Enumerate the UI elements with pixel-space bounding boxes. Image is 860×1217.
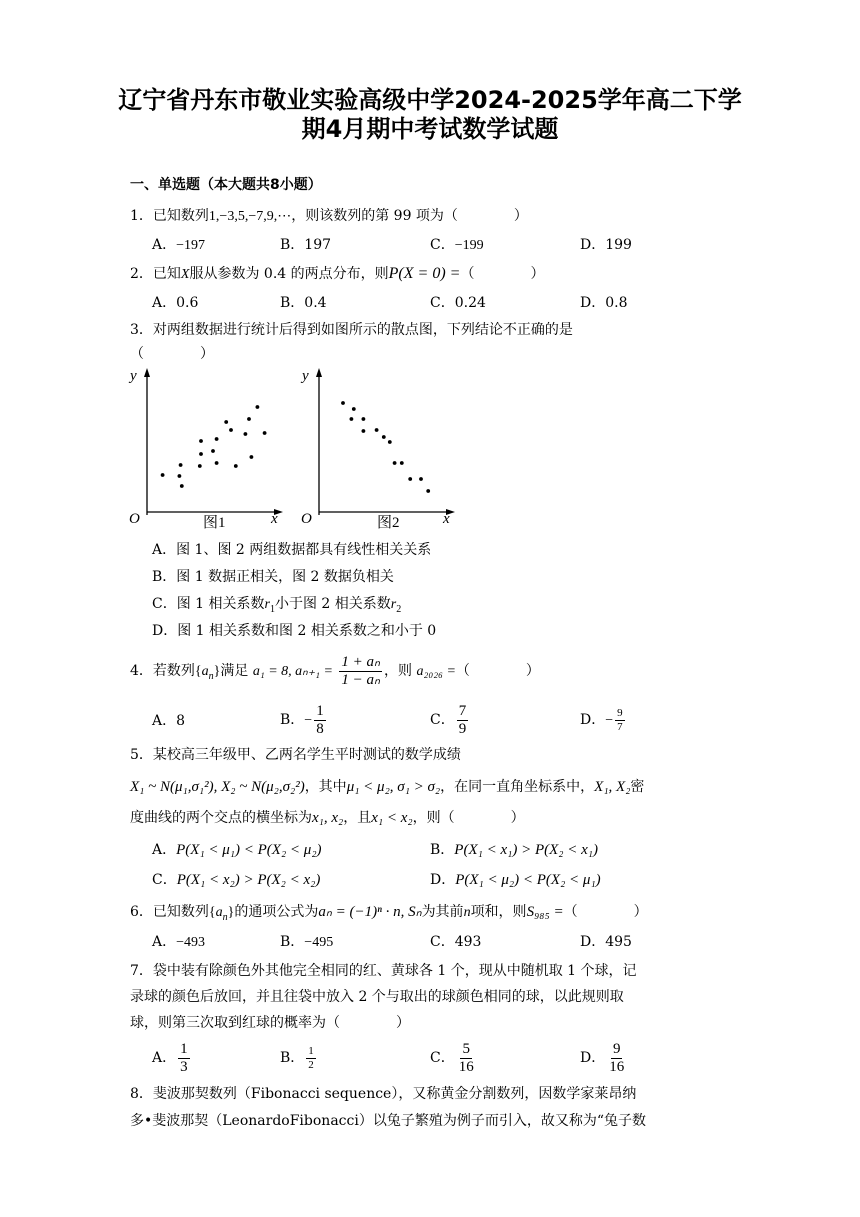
q5-stem-line2: X₁ ~ N(μ₁,σ₁²), X₂ ~ N(μ₂,σ₂²)，其中μ₁ < μ₂, σ₁ > σ₂，在同一直角坐标系中，X₁, X₂密 <box>130 779 645 795</box>
fig2-y-axis-label: y <box>302 368 309 384</box>
q4-fraction: $\frac{\text{1 + aₙ}}{\text{1 − aₙ}}$ <box>341 653 381 688</box>
scatter-point <box>199 452 203 456</box>
q5-option-d[interactable]: D．P(X₁ < μ₂) < P(X₂ < μ₁) <box>430 872 601 888</box>
q4-option-b[interactable]: B．− $\frac{1}{8}$ <box>280 702 324 737</box>
q3-stem-line1: 3．对两组数据进行统计后得到如图所示的散点图，下列结论不正确的是 <box>130 322 573 338</box>
q3-option-a[interactable]: A．图 1、图 2 两组数据都具有线性相关关系 <box>152 542 432 558</box>
scatter-point <box>341 401 345 405</box>
scatter-point <box>179 463 183 467</box>
q7-option-a[interactable]: A． $\frac{1}{3}$ <box>152 1040 188 1075</box>
scatter-point <box>178 474 182 478</box>
q7-option-c[interactable]: C． $\frac{5}{16}$ <box>430 1040 474 1075</box>
q5-stem-line3: 度曲线的两个交点的横坐标为x₁, x₂，且x₁ < x₂，则（ ） <box>130 810 525 826</box>
scatter-point <box>362 429 366 433</box>
fig1-x-axis-label: x <box>271 511 278 527</box>
q1-option-d[interactable]: D．199 <box>580 237 632 253</box>
q6-option-a[interactable]: A．−493 <box>152 934 206 950</box>
q4-option-d[interactable]: D．− $\frac{9}{7}$ <box>580 706 623 733</box>
doc-title-line1: 辽宁省丹东市敬业实验高级中学2024-2025学年高二下学 <box>118 86 742 114</box>
scatter-point <box>247 417 251 421</box>
scatter-point <box>250 455 254 459</box>
fig2-caption: 图2 <box>377 515 400 531</box>
q6-option-d[interactable]: D．495 <box>580 934 632 950</box>
scatter-point <box>256 405 260 409</box>
scatter-point <box>362 417 366 421</box>
scatter-point <box>161 473 165 477</box>
q7-stem-line1: 7．袋中装有除颜色外其他完全相同的红、黄球各 1 个，现从中随机取 1 个球，记 <box>130 963 637 979</box>
q1-sequence: 1,−3,5,−7,9,⋯ <box>208 209 292 224</box>
q7-stem-line2: 录球的颜色后放回，并且往袋中放入 2 个与取出的球颜色相同的球，以此规则取 <box>130 989 624 1005</box>
scatter-point <box>408 477 412 481</box>
scatter-point <box>263 431 267 435</box>
scatter-point <box>393 461 397 465</box>
q1-option-c[interactable]: C．−199 <box>430 237 484 253</box>
q2-option-b[interactable]: B．0.4 <box>280 295 327 311</box>
q8-stem-line2: 多•斐波那契（LeonardoFibonacci）以兔子繁殖为例子而引入，故又称为“兔子数 <box>130 1113 646 1129</box>
scatter-point <box>215 461 219 465</box>
q5-stem-line1: 5．某校高三年级甲、乙两名学生平时测试的数学成绩 <box>130 747 461 763</box>
scatter-point <box>199 439 203 443</box>
q6-stem: 6．已知数列$\{a_n\}$的通项公式为aₙ = (−1)ⁿ · n, Sₙ为其前n项和，则S₉₈₅ =（ ） <box>130 904 648 923</box>
scatter-point <box>375 428 379 432</box>
q3-stem-line2: （ ） <box>130 346 214 362</box>
q3-option-c[interactable]: C．图 1 相关系数$r_1$小于图 2 相关系数$r_2$ <box>152 596 402 615</box>
q1-option-a[interactable]: A．−197 <box>152 237 206 253</box>
scatter-point <box>400 461 404 465</box>
q3-option-b[interactable]: B．图 1 数据正相关，图 2 数据负相关 <box>152 569 394 585</box>
scatter-point <box>244 432 248 436</box>
q2-option-d[interactable]: D．0.8 <box>580 295 628 311</box>
q1-option-b[interactable]: B．197 <box>280 237 332 253</box>
q2-option-c[interactable]: C．0.24 <box>430 295 486 311</box>
q5-option-b[interactable]: B．P(X₁ < x₁) > P(X₂ < x₁) <box>430 842 598 858</box>
q7-option-b[interactable]: B． $\frac{1}{2}$ <box>280 1044 314 1071</box>
scatter-point <box>229 428 233 432</box>
fig2-x-axis-label: x <box>443 511 450 527</box>
scatter-point <box>224 420 228 424</box>
scatter-point <box>198 464 202 468</box>
q8-stem-line1: 8．斐波那契数列（Fibonacci sequence），又称黄金分割数列，因数学家莱昂纳 <box>130 1086 637 1102</box>
q5-option-a[interactable]: A．P(X₁ < μ₁) < P(X₂ < μ₂) <box>152 842 322 858</box>
doc-title-line2: 期4月期中考试数学试题 <box>301 115 559 143</box>
scatter-point <box>388 440 392 444</box>
scatter-point <box>419 477 423 481</box>
q2-stem: 2．已知X服从参数为 0.4 的两点分布，则P(X = 0) =（ ） <box>130 265 545 282</box>
q4-stem: 4．若数列$\{a_n\}$满足 a₁ = 8, aₙ₊₁ = $\frac{\text{1 + aₙ}}{\text{1 − aₙ}}$ ，则 a₂₀₂₆ =（ ） <box>130 653 540 688</box>
scatter-point <box>234 464 238 468</box>
scatter-point <box>426 489 430 493</box>
q4-option-c[interactable]: C． $\frac{7}{9}$ <box>430 702 467 737</box>
scatter-point <box>211 449 215 453</box>
q7-stem-line3: 球，则第三次取到红球的概率为（ ） <box>130 1015 410 1031</box>
scatter-point <box>382 435 386 439</box>
scatter-point <box>180 484 184 488</box>
fig1-y-axis-label: y <box>130 368 137 384</box>
q5-option-c[interactable]: C．P(X₁ < x₂) > P(X₂ < x₂) <box>152 872 321 888</box>
q1-stem: 1．已知数列1,−3,5,−7,9,⋯，则该数列的第 99 项为（ ） <box>130 208 528 224</box>
scatter-point <box>350 417 354 421</box>
scatter-point <box>352 407 356 411</box>
scatter-figure-1 <box>125 365 290 535</box>
fig2-origin-label: O <box>301 511 312 527</box>
q3-option-d[interactable]: D．图 1 相关系数和图 2 相关系数之和小于 0 <box>152 623 437 639</box>
q2-option-a[interactable]: A．0.6 <box>152 295 199 311</box>
q6-option-b[interactable]: B．−495 <box>280 934 334 950</box>
fig1-origin-label: O <box>129 511 140 527</box>
q7-option-d[interactable]: D． $\frac{9}{16}$ <box>580 1040 625 1075</box>
fig1-caption: 图1 <box>203 515 226 531</box>
q6-option-c[interactable]: C．493 <box>430 934 482 950</box>
scatter-figure-2 <box>297 365 462 535</box>
scatter-point <box>215 437 219 441</box>
q4-option-a[interactable]: A．8 <box>152 713 186 729</box>
section-heading: 一、单选题（本大题共8小题） <box>130 177 322 193</box>
q4-condition: a₁ = 8, aₙ₊₁ = <box>252 664 333 679</box>
